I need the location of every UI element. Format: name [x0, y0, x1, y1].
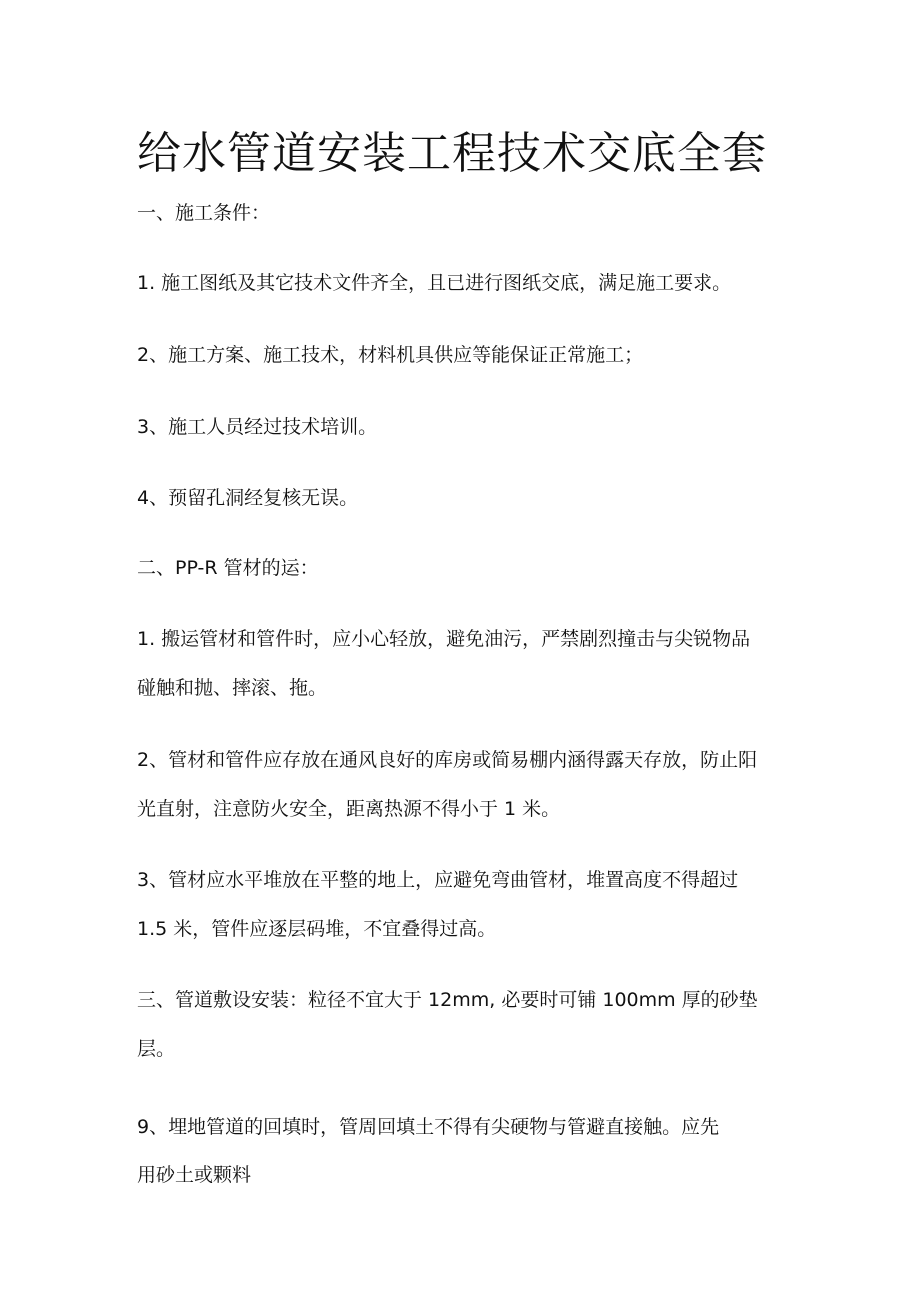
section-heading-pipe-laying: 三、管道敷设安装：粒径不宜大于 12mm, 必要时可铺 100mm 厚的砂垫: [137, 989, 758, 1011]
paragraph-line: 3、施工人员经过技术培训。: [137, 416, 378, 438]
paragraph-line: 1. 施工图纸及其它技术文件齐全，且已进行图纸交底，满足施工要求。: [137, 272, 732, 294]
section-heading-ppr-transport: 二、PP-R 管材的运：: [137, 557, 319, 579]
paragraph-line: 碰触和抛、摔滚、拖。: [137, 677, 328, 699]
document-title: 给水管道安装工程技术交底全套: [137, 128, 767, 179]
paragraph-line: 用砂土或颗料: [137, 1164, 252, 1186]
paragraph-line: 1.5 米，管件应逐层码堆，不宜叠得过高。: [137, 918, 497, 940]
section-heading-construction-conditions: 一、施工条件：: [137, 202, 271, 224]
paragraph-line: 9、埋地管道的回填时，管周回填土不得有尖硬物与管避直接触。应先: [137, 1116, 720, 1138]
paragraph-line: 4、预留孔洞经复核无误。: [137, 487, 359, 509]
paragraph-line: 光直射，注意防火安全，距离热源不得小于 1 米。: [137, 798, 561, 820]
paragraph-line: 2、施工方案、施工技术，材料机具供应等能保证正常施工；: [137, 344, 644, 366]
paragraph-line: 层。: [137, 1038, 176, 1060]
paragraph-line: 2、管材和管件应存放在通风良好的库房或简易棚内涵得露天存放，防止阳: [137, 749, 758, 771]
paragraph-line: 3、管材应水平堆放在平整的地上，应避免弯曲管材，堆置高度不得超过: [137, 869, 739, 891]
paragraph-line: 1. 搬运管材和管件时，应小心轻放，避免油污，严禁剧烈撞击与尖锐物品: [137, 628, 751, 650]
